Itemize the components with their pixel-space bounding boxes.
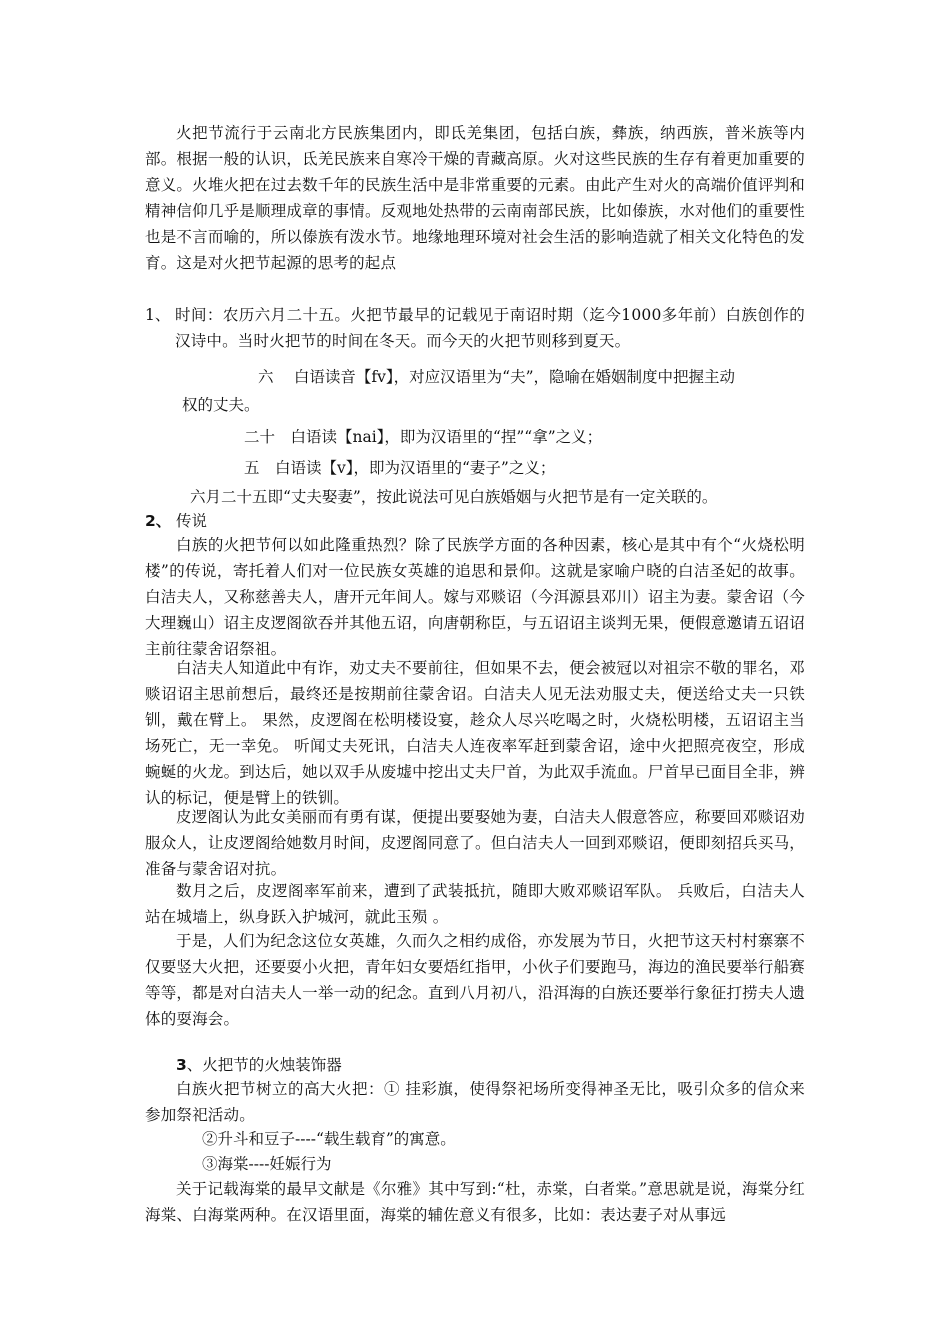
intro-paragraph: 火把节流行于云南北方民族集团内，即氐羌集团，包括白族，彝族，纳西族，普米族等内部。根据一般的认识，氐羌民族来自寒冷干燥的青藏高原。火对这些民族的生存有着更加重要的意义。火堆火把在过去数千年的民族生活中是非常重要的元素。由此产生对火的高端价值评判和精神信仰几乎是顺理成章的事情。反观地处热带的云南南部民族，比如傣族，水对他们的重要性也是不言而喻的，所以傣族有泼水节。地缘地理环境对社会生活的影响造就了相关文化特色的发育。这是对火把节起源的思考的起点	[145, 124, 805, 272]
section-1-number: 1、	[145, 306, 171, 324]
section-1-conclusion: 六月二十五即“丈夫娶妻”，按此说法可见白族婚姻与火把节是有一定关联的。	[190, 488, 718, 506]
section-3-heading	[176, 1052, 342, 1078]
legend-paragraph-4: 数月之后，皮逻阁率军前来，遭到了武装抵抗，随即大败邓赕诏军队。 兵败后，白洁夫人站在城墙上，纵身跃入护城河，就此玉殒 。	[145, 882, 805, 926]
wu-definition: 五 白语读【v】，即为汉语里的“妻子”之义；	[244, 459, 556, 477]
liu-definition-cont: 权的丈夫。	[182, 396, 260, 414]
section-3-title: 、火把节的火烛装饰器	[186, 1056, 342, 1074]
ershi-definition: 二十 白语读【nai】，即为汉语里的“捏”“拿”之义；	[244, 428, 603, 446]
legend-paragraph-3: 皮逻阁认为此女美丽而有勇有谋，便提出要娶她为妻，白洁夫人假意答应，称要回邓赕诏劝服众人，让皮逻阁给她数月时间，皮逻阁同意了。但白洁夫人一回到邓赕诏，便即刻招兵买马，准备与蒙舍诏对抗。	[145, 808, 805, 878]
section-2-number: 2、	[145, 512, 172, 530]
liu-definition: 六 白语读音【fv】，对应汉语里为“夫”，隐喻在婚姻制度中把握主动	[258, 368, 736, 386]
torch-decoration-paragraph: 白族火把节树立的高大火把：① 挂彩旗，使得祭祀场所变得神圣无比，吸引众多的信众来参加祭祀活动。	[145, 1080, 805, 1124]
section-2-title: 传说	[176, 512, 208, 530]
section-3-number: 3	[176, 1056, 187, 1074]
begonia-paragraph: 关于记载海棠的最早文献是《尔雅》其中写到:“杜，赤棠，白者棠。”意思就是说，海棠分红海棠、白海棠两种。在汉语里面，海棠的辅佐意义有很多，比如：表达妻子对从事远	[145, 1180, 805, 1224]
legend-paragraph-1: 白族的火把节何以如此隆重热烈？除了民族学方面的各种因素，核心是其中有个“火烧松明楼”的传说，寄托着人们对一位民族女英雄的追思和景仰。这就是家喻户晓的白洁圣妃的故事。白洁夫人，又称慈善夫人，唐开元年间人。嫁与邓赕诏（今洱源县邓川）诏主为妻。蒙舍诏（今大理巍山）诏主皮逻阁欲吞并其他五诏，向唐朝称臣，与五诏诏主谈判无果，便假意邀请五诏诏主前往蒙舍诏祭祖。	[145, 536, 805, 658]
legend-paragraph-2: 白洁夫人知道此中有诈，劝丈夫不要前往，但如果不去，便会被冠以对祖宗不敬的罪名，邓赕诏诏主思前想后，最终还是按期前往蒙舍诏。白洁夫人见无法劝服丈夫，便送给丈夫一只铁钏，戴在臂上。 果然，皮逻阁在松明楼设宴，趁众人尽兴吃喝之时，火烧松明楼，五诏诏主当场死亡，无一幸免。 听闻丈夫死讯，白洁夫人连夜率军赶到蒙舍诏，途中火把照亮夜空，形成蜿蜒的火龙。到达后，她以双手从废墟中挖出丈夫尸首，为此双手流血。尸首早已面目全非，辨认的标记，便是臂上的铁钏。	[145, 659, 805, 807]
torch-item-2: ②升斗和豆子----“载生载育”的寓意。	[202, 1130, 456, 1148]
torch-item-3: ③海棠----妊娠行为	[202, 1155, 332, 1173]
legend-paragraph-5: 于是，人们为纪念这位女英雄，久而久之相约成俗，亦发展为节日，火把节这天村村寨寨不仅要竖大火把，还要耍小火把，青年妇女要焐红指甲，小伙子们要跑马，海边的渔民要举行船赛等等，都是对白洁夫人一举一动的纪念。直到八月初八，沿洱海的白族还要举行象征打捞夫人遗体的耍海会。	[145, 932, 805, 1028]
section-1-text: 时间：农历六月二十五。火把节最早的记载见于南诏时期（迄今1000多年前）白族创作的汉诗中。当时火把节的时间在冬天。而今天的火把节则移到夏天。	[175, 306, 805, 350]
